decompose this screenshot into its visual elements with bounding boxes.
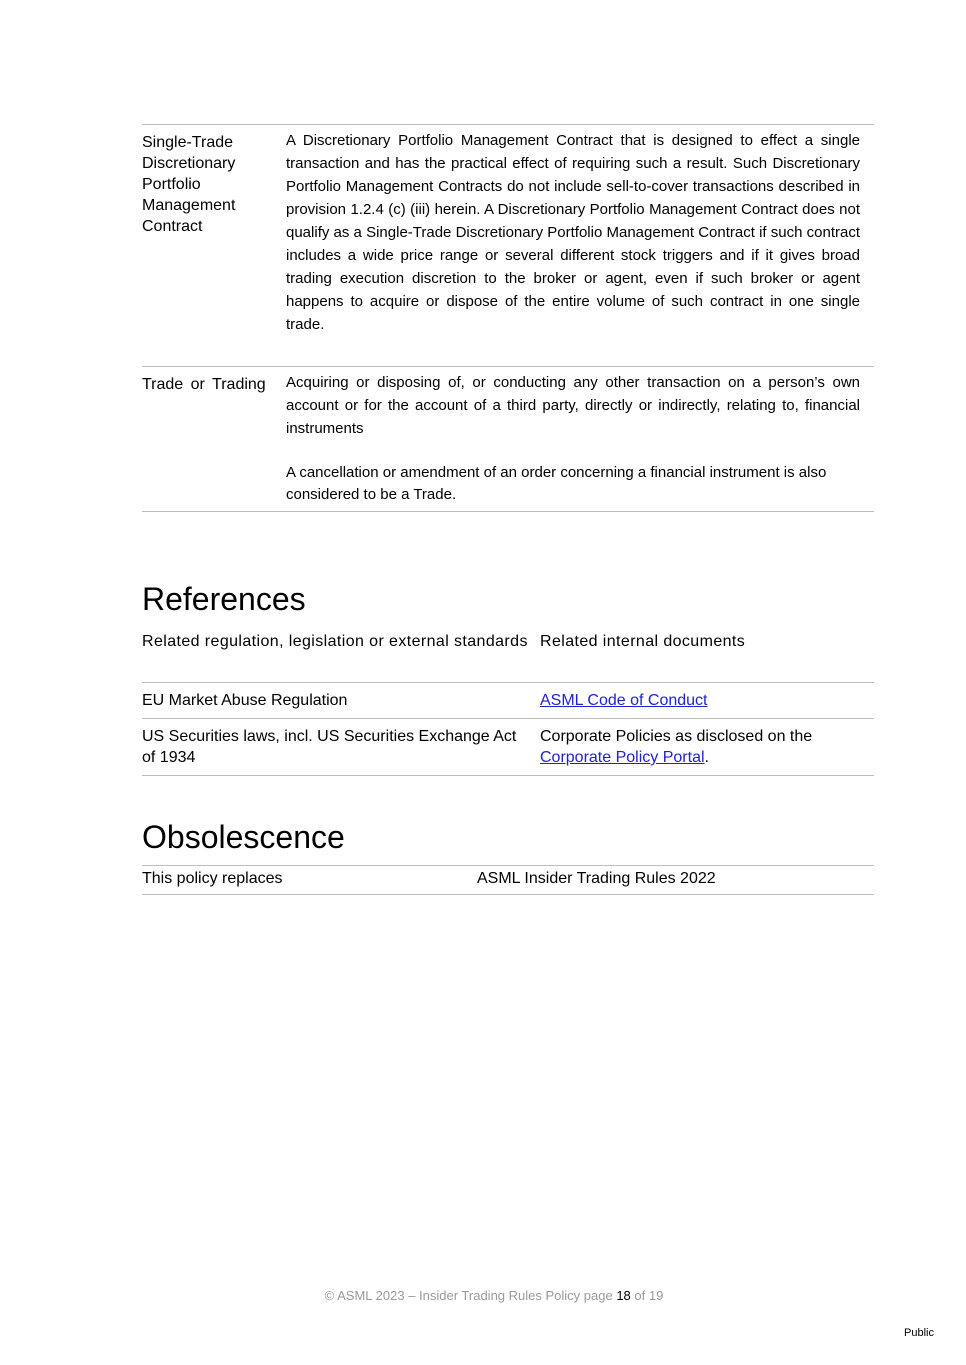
col1-header: Related regulation, legislation or external standards	[142, 633, 528, 650]
internal-doc-cell	[540, 726, 874, 775]
col2-header: Related internal documents	[540, 633, 746, 650]
definition-row	[142, 124, 874, 366]
definition-description	[286, 367, 874, 511]
classification-label: Public	[904, 1327, 934, 1339]
obsolescence-table	[142, 865, 874, 895]
footer-text: © ASML 2023 – Insider Trading Rules Policy page	[324, 1288, 613, 1303]
table-row	[142, 683, 874, 719]
table-row	[142, 719, 874, 776]
page-number: 18	[616, 1288, 631, 1303]
regulation-cell: US Securities laws, incl. US Securities Exchange Act of 1934	[142, 728, 517, 766]
definition-term: Trade or Trading	[142, 376, 266, 393]
obsolescence-heading: Obsolescence	[142, 819, 345, 855]
page-footer	[0, 1288, 966, 1303]
corporate-policy-portal-link[interactable]: Corporate Policy Portal	[540, 749, 705, 766]
internal-doc-text: Corporate Policies as disclosed on the	[540, 728, 813, 745]
references-heading: References	[142, 581, 306, 617]
code-of-conduct-link[interactable]: ASML Code of Conduct	[540, 692, 708, 709]
definition-row	[142, 366, 874, 512]
link-suffix: .	[704, 749, 709, 766]
page-total: of 19	[634, 1288, 664, 1303]
definition-description	[286, 125, 874, 366]
internal-doc-cell	[540, 690, 874, 718]
regulation-cell: EU Market Abuse Regulation	[142, 692, 348, 709]
obsolescence-label: This policy replaces	[142, 870, 283, 887]
definitions-table	[142, 124, 874, 512]
references-header-row	[142, 631, 874, 683]
definition-term: Single-Trade Discretionary Portfolio Management Contract	[142, 134, 236, 235]
definition-paragraph: A cancellation or amendment of an order concerning a financial instrument is also considered to be a Trade.	[286, 464, 827, 503]
references-table	[142, 631, 874, 776]
definition-paragraph: Acquiring or disposing of, or conducting any other transaction on a person’s own account or for the account of a third party, directly or indirectly, relating to, financial instruments	[286, 374, 860, 437]
obsolescence-value: ASML Insider Trading Rules 2022	[477, 870, 716, 887]
definition-paragraph: A Discretionary Portfolio Management Contract that is designed to effect a single transaction and has the practical effect of requiring such a result. Such Discretionary Portfolio Management Contracts do not include sell-to-cover transactions described in provision 1.2.4 (c) (iii) herein. A Discretionary Portfolio Management Contract does not qualify as a Single-Trade Discretionary Portfolio Management Contract if such contract includes a wide price range or several different stock triggers and if it gives broad trading execution discretion to the broker or agent, even if such broker or agent happens to acquire or dispose of the entire volume of such contract in one single trade.	[286, 132, 860, 333]
